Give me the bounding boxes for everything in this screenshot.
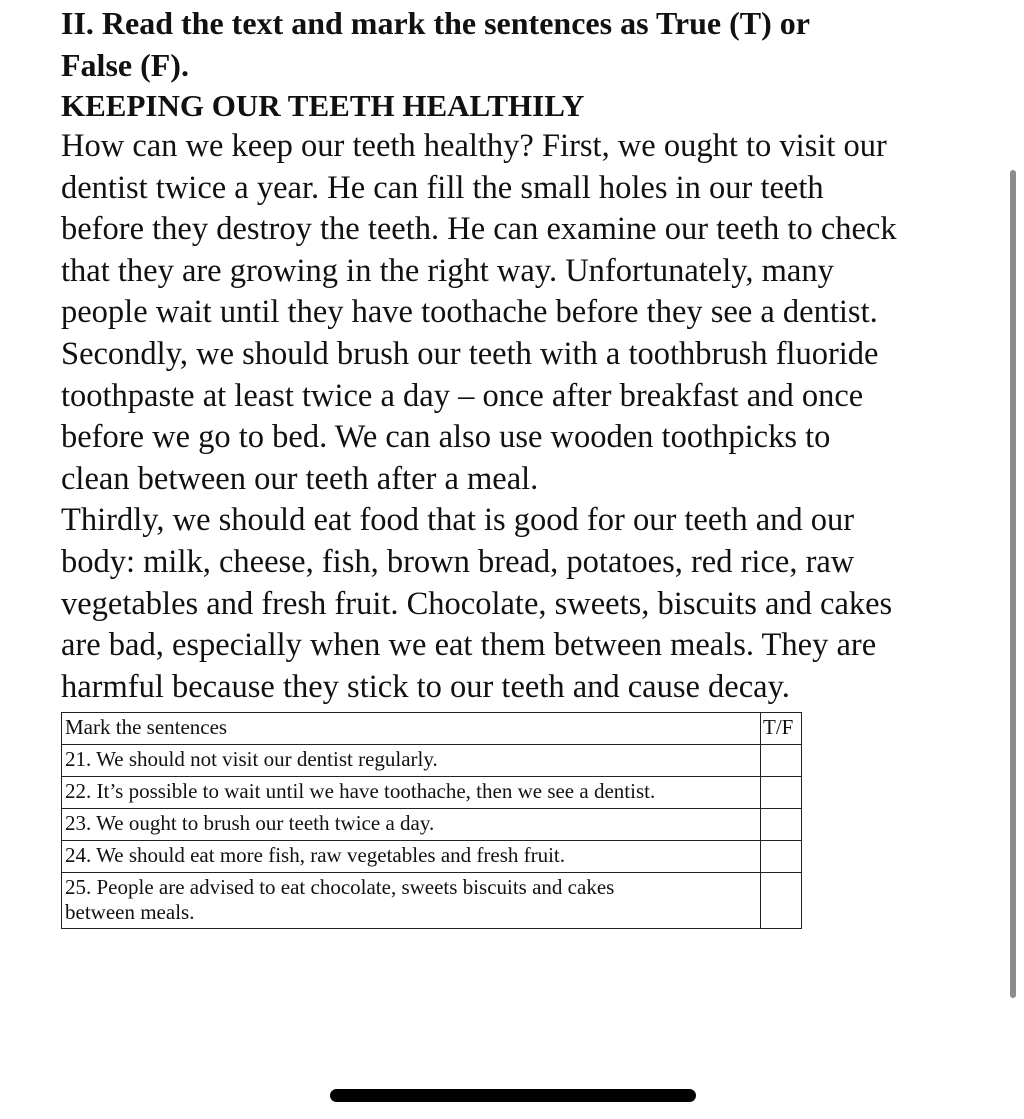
passage-line: that they are growing in the right way. Unfortunately, many: [61, 252, 834, 289]
answer-cell[interactable]: [761, 873, 802, 929]
passage-line: Secondly, we should brush our teeth with a toothbrush fluoride: [61, 335, 879, 372]
passage-line: How can we keep our teeth healthy? First, we ought to visit our: [61, 128, 887, 164]
answer-cell[interactable]: [761, 745, 802, 777]
table-row: [62, 777, 802, 809]
home-indicator[interactable]: [330, 1089, 696, 1102]
statement-cell: 21. We should not visit our dentist regularly.: [62, 745, 761, 777]
table-header-row: [62, 713, 802, 745]
statement-line-1: 25. People are advised to eat chocolate, sweets biscuits and cakes: [65, 875, 615, 900]
answer-cell[interactable]: [761, 809, 802, 841]
worksheet: [61, 2, 981, 929]
header-statement: Mark the sentences: [62, 713, 761, 745]
passage-line: people wait until they have toothache before they see a dentist.: [61, 294, 878, 331]
answer-cell[interactable]: [761, 777, 802, 809]
statement-line-2: between meals.: [65, 900, 195, 925]
table-row: [62, 841, 802, 873]
true-false-table: [61, 712, 802, 929]
instruction-line-1: II. Read the text and mark the sentences as True (T) or: [61, 5, 810, 41]
passage-line: toothpaste at least twice a day – once after breakfast and once: [61, 377, 864, 414]
passage-line: body: milk, cheese, fish, brown bread, potatoes, red rice, raw: [61, 543, 855, 580]
statement-cell: 22. It’s possible to wait until we have toothache, then we see a dentist.: [62, 777, 761, 809]
passage-line: harmful because they stick to our teeth and cause decay.: [61, 668, 790, 705]
passage-line: dentist twice a year. He can fill the small holes in our teeth: [61, 169, 824, 206]
table-row: [62, 809, 802, 841]
statement-cell: 24. We should eat more fish, raw vegetables and fresh fruit.: [62, 841, 761, 873]
table-row: [62, 873, 802, 929]
answer-cell[interactable]: [761, 841, 802, 873]
vertical-scrollbar[interactable]: [1010, 170, 1016, 998]
statement-cell: [62, 873, 761, 929]
passage-line: Thirdly, we should eat food that is good for our teeth and our: [61, 502, 855, 539]
passage-line: are bad, especially when we eat them between meals. They are: [61, 627, 877, 664]
header-answer: T/F: [761, 713, 802, 745]
passage-line: before we go to bed. We can also use wooden toothpicks to: [61, 419, 831, 456]
passage-line: vegetables and fresh fruit. Chocolate, sweets, biscuits and cakes: [61, 585, 893, 622]
instruction-line-2: False (F).: [61, 47, 189, 83]
passage-line: clean between our teeth after a meal.: [61, 460, 539, 497]
reading-passage: [61, 126, 981, 708]
statement-cell: 23. We ought to brush our teeth twice a day.: [62, 809, 761, 841]
table-row: [62, 745, 802, 777]
passage-title: KEEPING OUR TEETH HEALTHILY: [61, 88, 585, 123]
passage-line: before they destroy the teeth. He can examine our teeth to check: [61, 211, 897, 248]
